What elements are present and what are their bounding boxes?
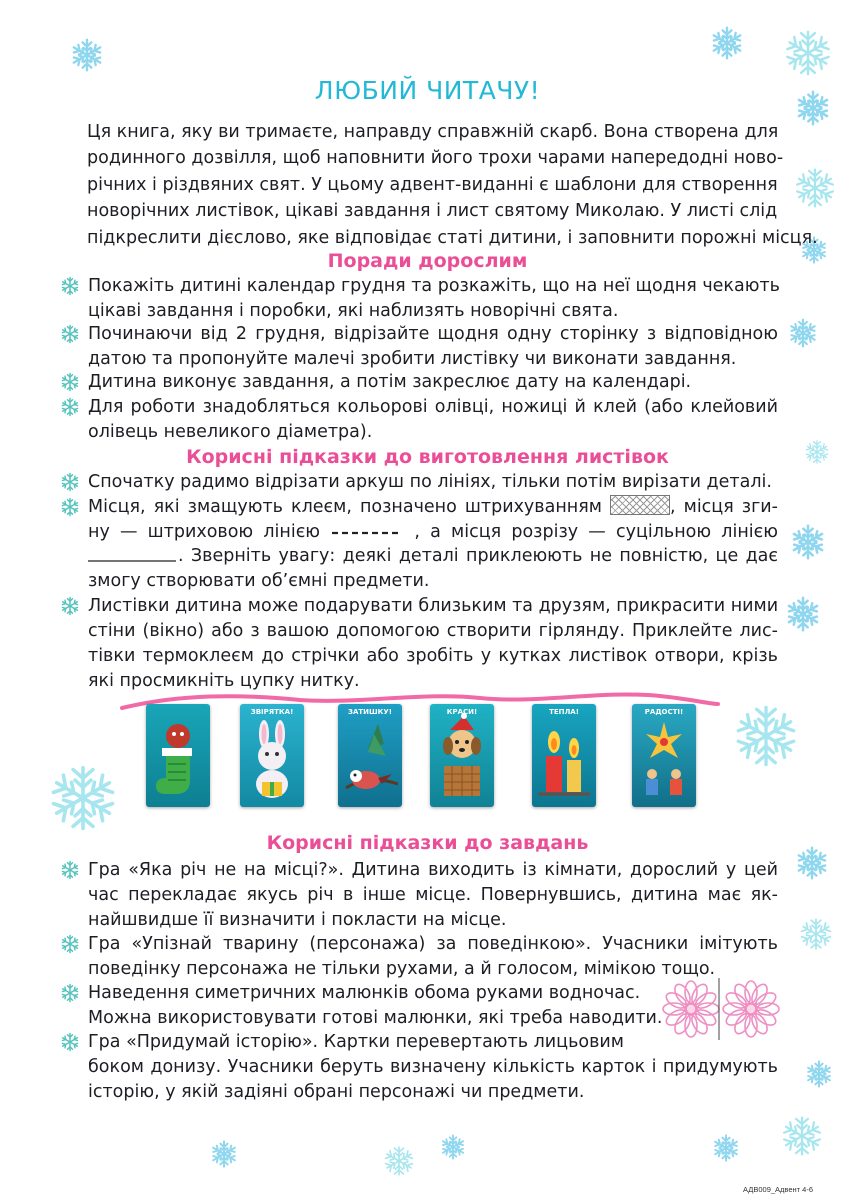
snowflake-icon [712,1134,740,1162]
puppy-icon [430,704,494,807]
snowflake-icon [440,1134,466,1160]
dashed-line-sample [330,527,404,537]
section-heading-cards: Корисні підказки до виготовлення листівок [186,446,669,468]
card-label: ТЕПЛА! [549,708,579,716]
greeting-card [146,704,210,807]
solid-line-sample [88,553,178,563]
item-line [88,544,778,569]
greeting-card [430,704,494,807]
item-line: Дитина виконує завдання, а потім закреслює дату на календарі. [88,372,692,392]
item-line: Покажіть дитині календар грудня та розкажіть, що на неї щодня чекають [88,276,780,296]
greeting-card [338,704,402,807]
intro-line: річних і різдвяних свят. У цьому адвент-виданні є шаблони для створення [87,174,778,195]
section-heading-tasks: Корисні підказки до завдань [266,832,589,854]
item-line: Наведення симетричних малюнків обома руками водночас. [88,983,641,1003]
item-line: Гра «Придумай історію». Картки перевертають лицьовим [88,1032,624,1052]
snowflake-icon [384,1146,414,1176]
hatching-sample [610,495,670,515]
intro-line: підкреслити дієслово, яке відповідає статі дитини, і заповнити порожні місця. [87,227,818,248]
item-text-part: , місця зги- [670,497,778,517]
intro-line: новорічних листівок, цікаві завдання і лист святому Миколаю. У листі слід [87,201,778,222]
greeting-card [632,704,696,807]
item-line: стіни (вікно) або з вашою допомогою створити гірлянду. Приклейте лис- [88,621,778,641]
snowflake-icon [790,524,826,560]
snowflake-icon [795,168,835,208]
card-label: ЗАТИШКУ! [348,708,392,716]
section-heading-advice: Поради дорослим [327,250,528,272]
item-line: найшвидше її визначити і покласти на місце. [88,910,507,930]
ribbon [120,690,720,720]
snowflake-bullet-icon [60,1032,80,1052]
snowflake-icon [782,1116,822,1156]
item-line: датою та пропонуйте малечі зробити листівку чи виконати завдання. [88,349,737,369]
snowflake-icon [788,318,818,348]
snowflake-bullet-icon [60,983,80,1003]
item-text-part: ну — штриховою лінією [88,521,321,542]
snowflake-icon [70,38,104,72]
greeting-card [240,704,304,807]
intro-line: Ця книга, яку ви тримаєте, направду справжній скарб. Вона створена для [87,122,779,142]
card-garland-illustration [120,690,720,820]
greeting-card [532,704,596,807]
item-line: час перекладає якусь річ в інше місце. Повернувшись, дитина має як- [88,885,778,905]
bird-icon [338,704,402,807]
snowflake-bullet-icon [60,472,80,492]
item-line: цікаві завдання і поробки, які наблизять новорічні свята. [88,301,619,321]
snowflake-bullet-icon [60,934,80,954]
bunny-icon [240,704,304,807]
item-line: історію, у якій задіяні обрані персонажі чи предмети. [88,1082,585,1102]
snowflake-icon [805,1060,833,1088]
snowflake-icon [800,918,832,950]
item-line: які просмикніть цупку нитку. [88,671,360,691]
snowflake-bullet-icon [60,324,80,344]
footer-code: АДВ009_Адвент 4-6 [743,1185,813,1194]
item-line [88,495,778,520]
item-line: Гра «Упізнай тварину (персонажа) за поведінкою». Учасники імітують [88,934,778,954]
item-line: Починаючи від 2 грудня, відрізайте щодня одну сторінку з відповідною [88,324,778,344]
page-title: ЛЮБИЙ ЧИТАЧУ! [314,76,541,105]
item-line: олівець невеликого діаметра). [88,422,373,442]
item-line: Гра «Яка річ не на місці?». Дитина виходить із кімнати, дорослий у цей [88,860,778,880]
snowflake-icon [50,765,116,831]
item-text-part: Місця, які змащують клеєм, позначено штрихуванням [88,497,602,517]
item-line: Для роботи знадобляться кольорові олівці, ножиці й клей (або клейовий [88,397,778,417]
snowflake-bullet-icon [60,596,80,616]
snowflake-icon [785,30,831,76]
star-and-kids-icon [632,704,696,807]
intro-line: родинного дозвілля, щоб наповнити його трохи чарами напередодні ново- [87,148,784,169]
item-line: Листівки дитина може подарувати близьким та друзям, прикрасити ними [88,596,779,616]
stocking-icon [146,704,210,807]
snowflake-bullet-icon [60,397,80,417]
snowflake-icon [735,705,797,767]
item-line: змогу створювати об’ємні предмети. [88,570,430,591]
card-label: РАДОСТІ! [644,708,684,716]
card-label: ЗВІРЯТКА! [250,708,294,716]
item-line [88,520,778,545]
item-line: тівки термоклеєм до стрічки або зробіть у кутках листівок отвори, крізь [88,646,778,666]
intro-paragraph [87,119,818,251]
snowflake-bullet-icon [60,372,80,392]
snowflake-bullet-icon [60,276,80,296]
item-text-part: . Зверніть увагу: деякі деталі приклеюють не повністю, це дає [178,546,778,566]
item-line: поведінку персонажа не тільки рухами, а й голосом, мімікою тощо. [88,959,716,979]
snowflake-bullet-icon [60,497,80,517]
item-line: Можна використовувати готові малюнки, які треба наводити. [88,1008,663,1028]
item-line: Спочатку радимо відрізати аркуш по лініях, тільки потім вирізати деталі. [88,472,772,492]
symmetric-flowers-illustration [655,978,805,1040]
card-label: КРАСИ! [446,708,478,716]
snowflake-bullet-icon [60,860,80,880]
item-line: боком донизу. Учасники беруть визначену кількість карток і придумують [88,1057,778,1077]
candles-icon [532,704,596,807]
snowflake-icon [210,1140,238,1168]
snowflake-icon [710,26,744,60]
card-label [150,707,206,717]
snowflake-icon [785,596,821,632]
item-text-part: , а місця розрізу — суцільною лінією [414,521,778,542]
